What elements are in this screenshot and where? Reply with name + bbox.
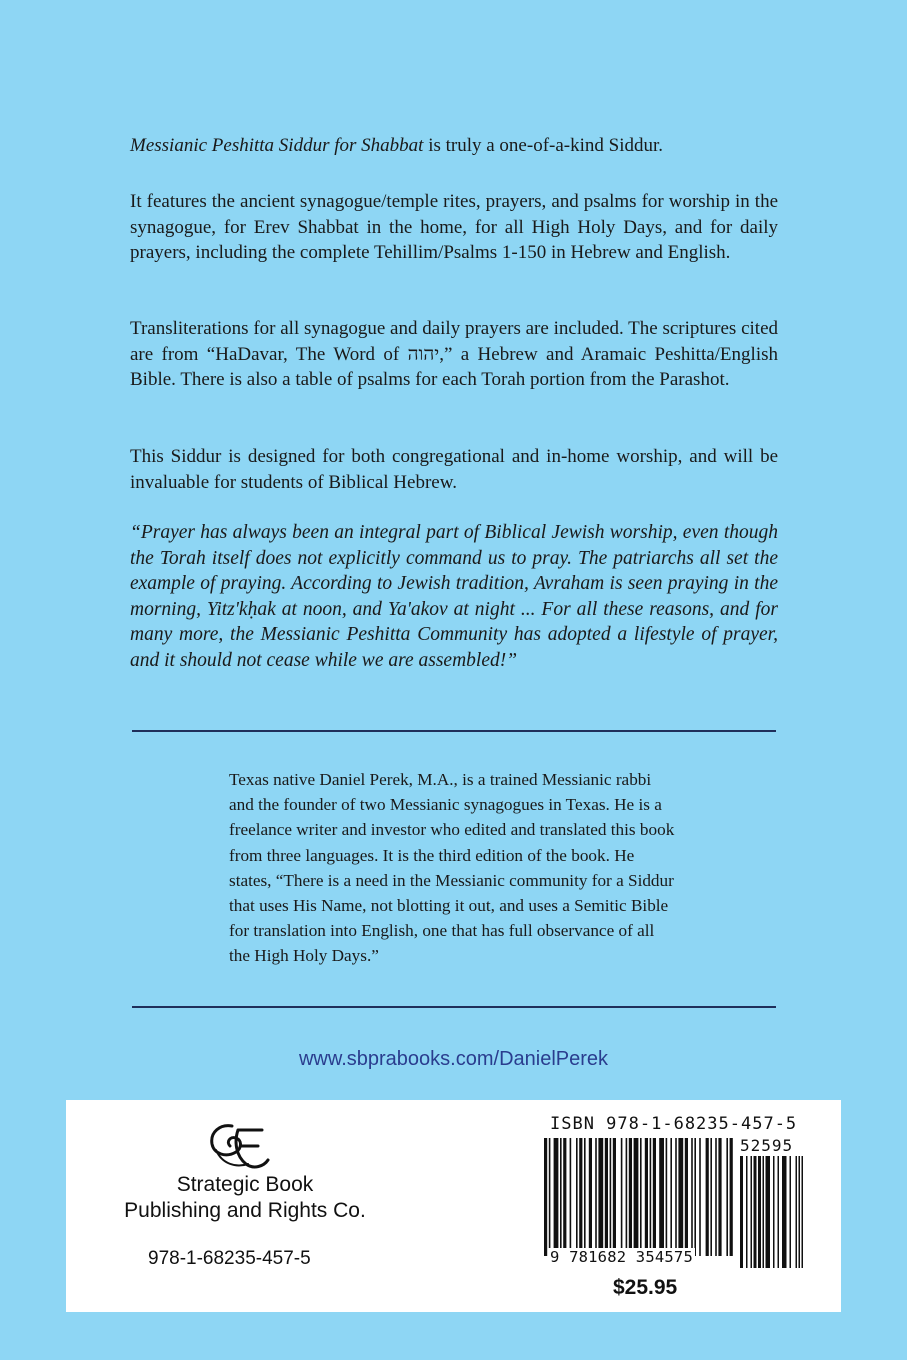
barcode-addon-number: 52595 bbox=[740, 1136, 794, 1155]
author-bio: Texas native Daniel Perek, M.A., is a trained Messianic rabbi and the founder of two Messianic synagogues in Texas. He is a freelance writer and investor who edited and translated this book from three languages. It is the third edition of the book. He states, “There is a need in the Messianic community for a Siddur that uses His Name, not blotting it out, and uses a Semitic Bible for translation into English, one that has full observance of all the High Holy Days.” bbox=[229, 770, 675, 966]
price: $25.95 bbox=[613, 1276, 678, 1299]
divider-bottom bbox=[132, 1006, 776, 1008]
intro-rest: is truly a one-of-a-kind Siddur. bbox=[423, 135, 664, 156]
features-paragraph: It features the ancient synagogue/temple rites, prayers, and psalms for worship in the synagogue, for Erev Shabbat in the home, for all High Holy Days, and for daily prayers, including the complete Tehillim/Psalms 1-150 in Hebrew and English. bbox=[130, 191, 778, 263]
barcode-isbn-label: ISBN 978-1-68235-457-5 bbox=[550, 1114, 798, 1134]
barcode-panel bbox=[66, 1100, 841, 1312]
transliterations-paragraph: Transliterations for all synagogue and daily prayers are included. The scriptures cited are from “HaDavar, The Word of יהוה,” a Hebrew and Aramaic Peshitta/English Bible. There is also a table of psalms for each Torah portion from the Parashot. bbox=[130, 318, 778, 390]
publisher-logo-icon bbox=[202, 1120, 274, 1172]
publisher-isbn: 978-1-68235-457-5 bbox=[148, 1248, 311, 1269]
design-paragraph: This Siddur is designed for both congregational and in-home worship, and will be invaluable for students of Biblical Hebrew. bbox=[130, 446, 778, 493]
publisher-name bbox=[110, 1172, 380, 1224]
website-link[interactable]: www.sbprabooks.com/DanielPerek bbox=[298, 1048, 609, 1070]
book-title: Messianic Peshitta Siddur for Shabbat bbox=[130, 135, 424, 156]
divider-top bbox=[132, 730, 776, 732]
intro-paragraph bbox=[130, 133, 778, 159]
barcode-digits: 9 781682 354575 bbox=[550, 1248, 693, 1266]
publisher-name-line1: Strategic Book bbox=[176, 1173, 314, 1196]
publisher-name-line2: Publishing and Rights Co. bbox=[124, 1199, 366, 1222]
prayer-quote: “Prayer has always been an integral part of Biblical Jewish worship, even though the Torah itself does not explicitly command us to pray. The patriarchs all set the example of praying. According to Jewish tradition, Avraham is seen praying in the morning, Yitz'kḥak at noon, and Ya'akov at night ... For all these reasons, and for many more, the Messianic Peshitta Community has adopted a lifestyle of prayer, and it should not cease while we are assembled!” bbox=[130, 522, 778, 671]
